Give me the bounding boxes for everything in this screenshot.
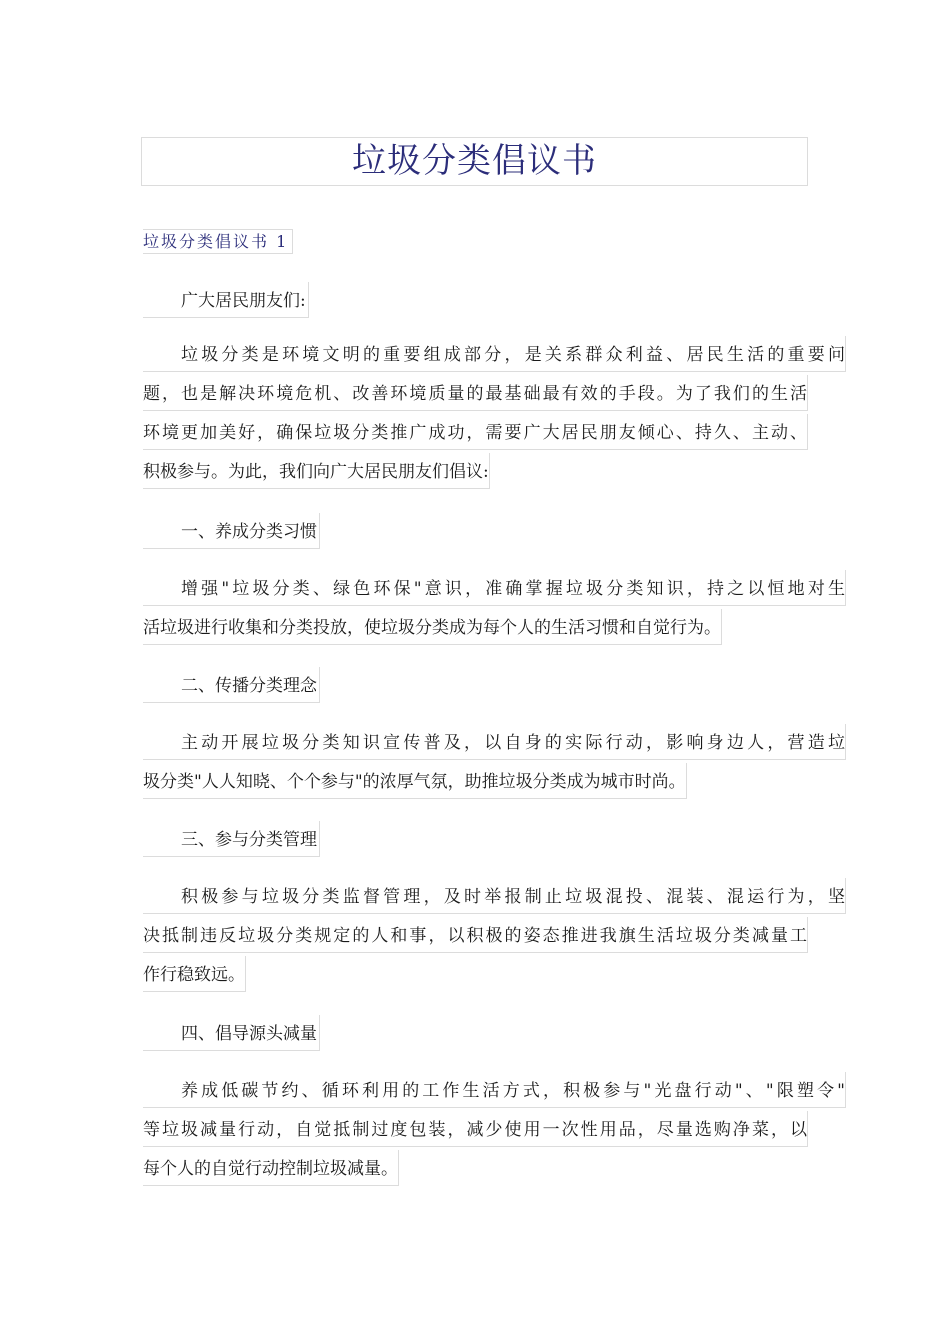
- document-subtitle: 垃圾分类倡议书 1: [143, 229, 293, 254]
- section-line: 活垃圾进行收集和分类投放，使垃圾分类成为每个人的生活习惯和自觉行为。: [143, 609, 722, 645]
- section-line: 圾分类"人人知晓、个个参与"的浓厚气氛，助推垃圾分类成为城市时尚。: [143, 763, 687, 799]
- section-heading: 三、参与分类管理: [143, 821, 320, 857]
- intro-line: 积极参与。为此，我们向广大居民朋友们倡议:: [143, 453, 490, 489]
- section-heading: 二、传播分类理念: [143, 667, 320, 703]
- section-body-3: [143, 878, 845, 995]
- intro-line: 环境更加美好，确保垃圾分类推广成功，需要广大居民朋友倾心、持久、主动、: [143, 414, 808, 450]
- section-body-2: [143, 724, 845, 802]
- section-body-4: [143, 1072, 845, 1189]
- intro-line: 题，也是解决环境危机、改善环境质量的最基础最有效的手段。为了我们的生活: [143, 375, 808, 411]
- intro-paragraph: [143, 336, 845, 492]
- section-heading-1: [143, 513, 808, 552]
- section-heading-3: [143, 821, 808, 860]
- section-line: 决抵制违反垃圾分类规定的人和事，以积极的姿态推进我旗生活垃圾分类减量工: [143, 917, 808, 953]
- greeting: 广大居民朋友们:: [143, 282, 309, 318]
- section-body-1: [143, 570, 845, 648]
- section-heading: 一、养成分类习惯: [143, 513, 320, 549]
- section-heading-2: [143, 667, 808, 706]
- intro-line: 垃圾分类是环境文明的重要组成部分，是关系群众利益、居民生活的重要问: [143, 336, 846, 372]
- section-line: 增强"垃圾分类、绿色环保"意识，准确掌握垃圾分类知识，持之以恒地对生: [143, 570, 846, 606]
- section-line: 积极参与垃圾分类监督管理，及时举报制止垃圾混投、混装、混运行为，坚: [143, 878, 846, 914]
- greeting-paragraph: [143, 282, 808, 321]
- section-line: 每个人的自觉行动控制垃圾减量。: [143, 1150, 399, 1186]
- section-line: 作行稳致远。: [143, 956, 246, 992]
- section-line: 等垃圾减量行动，自觉抵制过度包装，减少使用一次性用品，尽量选购净菜，以: [143, 1111, 808, 1147]
- section-heading: 四、倡导源头减量: [143, 1015, 320, 1051]
- section-heading-4: [143, 1015, 808, 1054]
- title-box: [141, 137, 808, 186]
- document-title: 垃圾分类倡议书: [352, 141, 597, 181]
- section-line: 养成低碳节约、循环利用的工作生活方式，积极参与"光盘行动"、"限塑令": [143, 1072, 846, 1108]
- section-line: 主动开展垃圾分类知识宣传普及，以自身的实际行动，影响身边人，营造垃: [143, 724, 846, 760]
